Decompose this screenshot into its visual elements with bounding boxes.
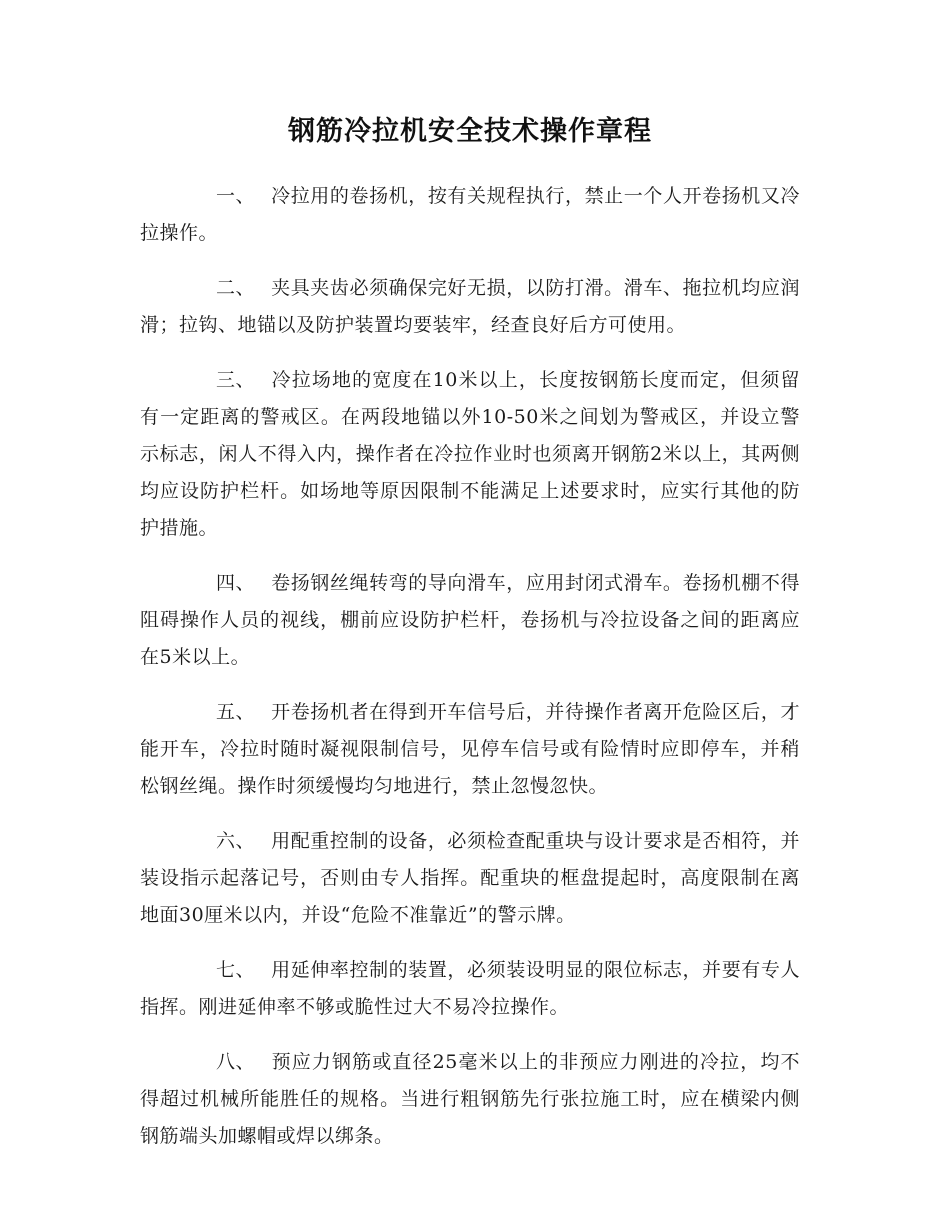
clause-text: 冷拉场地的宽度在10米以上，长度按钢筋长度而定，但须留有一定距离的警戒区。在两段地锚以外10-50米之间划为警戒区，并设立警示标志，闲人不得入内，操作者在冷拉作业时也须离开钢筋2米以上，其两侧均应设防护栏杆。如场地等原因限制不能满足上述要求时，应实行其他的防护措施。 [140, 369, 800, 539]
clause-number: 八、 [216, 1051, 256, 1073]
clause-text: 预应力钢筋或直径25毫米以上的非预应力刚进的冷拉，均不得超过机械所能胜任的规格。当进行粗钢筋先行张拉施工时，应在横梁内侧钢筋端头加螺帽或焊以绑条。 [140, 1051, 800, 1147]
clause-text: 卷扬钢丝绳转弯的导向滑车，应用封闭式滑车。卷扬机棚不得阻碍操作人员的视线，棚前应设防护栏杆，卷扬机与冷拉设备之间的距离应在5米以上。 [140, 572, 800, 668]
clause-text: 用配重控制的设备，必须检查配重块与设计要求是否相符，并装设指示起落记号，否则由专人指挥。配重块的框盘提起时，高度限制在离地面30厘米以内，并设“危险不准靠近”的警示牌。 [140, 830, 800, 926]
clause-number: 四、 [216, 572, 256, 594]
clause-3 [140, 362, 800, 547]
clause-number: 五、 [216, 701, 256, 723]
clause-number: 一、 [216, 185, 256, 207]
clause-number: 六、 [216, 830, 256, 852]
clause-number: 七、 [216, 959, 256, 981]
clause-7 [140, 952, 800, 1026]
clause-2 [140, 270, 800, 344]
clause-1 [140, 178, 800, 252]
clause-8 [140, 1044, 800, 1155]
clause-4 [140, 565, 800, 676]
clause-number: 三、 [216, 369, 256, 391]
document-title: 钢筋冷拉机安全技术操作章程 [288, 116, 652, 147]
document-page [140, 110, 800, 1173]
clause-text: 冷拉用的卷扬机，按有关规程执行，禁止一个人开卷扬机又冷拉操作。 [140, 185, 800, 244]
clause-6 [140, 823, 800, 934]
clause-text: 用延伸率控制的装置，必须装设明显的限位标志，并要有专人指挥。刚进延伸率不够或脆性过大不易冷拉操作。 [140, 959, 800, 1018]
clause-text: 开卷扬机者在得到开车信号后，并待操作者离开危险区后，才能开车，冷拉时随时凝视限制信号，见停车信号或有险情时应即停车，并稍松钢丝绳。操作时须缓慢均匀地进行，禁止忽慢忽快。 [140, 701, 800, 797]
clause-5 [140, 694, 800, 805]
clause-text: 夹具夹齿必须确保完好无损，以防打滑。滑车、拖拉机均应润滑；拉钩、地锚以及防护装置均要装牢，经查良好后方可使用。 [140, 277, 800, 336]
clause-number: 二、 [216, 277, 256, 299]
